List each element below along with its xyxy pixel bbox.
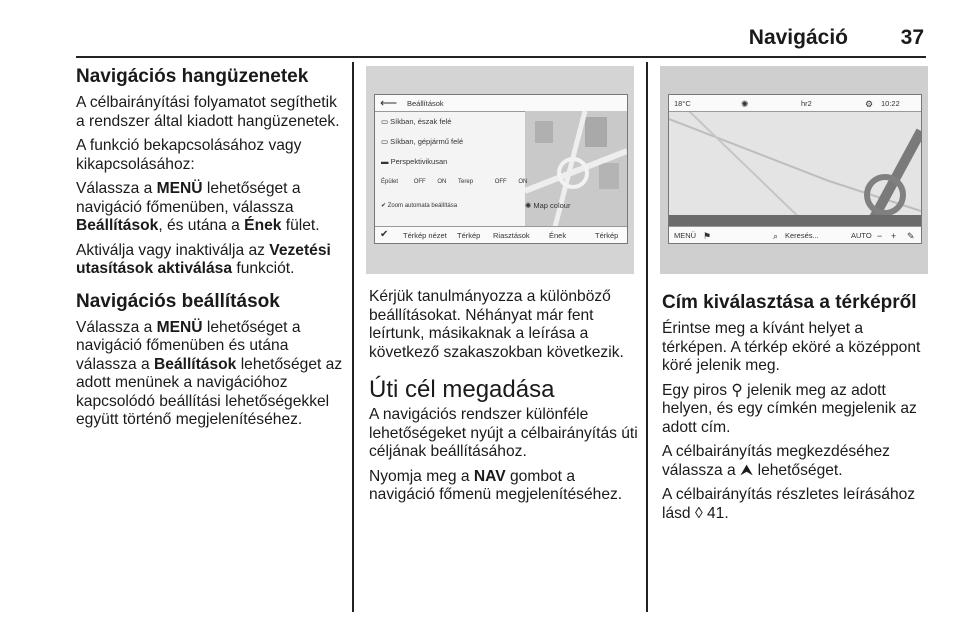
view-option-north[interactable]: ▭ Síkban, észak felé: [381, 117, 452, 126]
paragraph: Érintse meg a kívánt helyet a térképen. A térkép eköré a középpont köré jelenik meg.: [662, 320, 921, 374]
page-number: 37: [900, 26, 924, 49]
map-bottom-bar: [669, 226, 921, 243]
paragraph: Egy piros ⚲ jelenik meg az adott helyen, és egy címkén megjelenik az adott cím.: [662, 381, 917, 436]
flag-icon[interactable]: ⚑: [703, 231, 712, 241]
section-heading-destination: Úti cél megadása: [369, 376, 555, 403]
page-reference-icon: ◊: [694, 504, 703, 522]
settings-screenshot: [366, 66, 634, 274]
tab-map-2[interactable]: Térkép: [595, 231, 619, 240]
paragraph: Kérjük tanulmányozza a különböző beállításokat. Néhányat már fent leírtunk, másikaknak a leírása a következő szakaszokban következik.: [369, 288, 624, 361]
building-toggle-row[interactable]: Épület OFF ON Terep OFF ON: [381, 179, 528, 185]
paragraph: Nyomja meg a NAV gombot a navigáció főmenü megjelenítéséhez.: [369, 467, 623, 503]
check-icon[interactable]: ✔: [380, 229, 389, 240]
map-screenshot: [660, 66, 928, 274]
column-3: [662, 288, 932, 529]
settings-title-bar: [375, 95, 627, 112]
edit-icon[interactable]: ✎: [907, 231, 915, 241]
paragraph: A célbairányítási folyamatot segíthetik a rendszer által kiadott hangüzenetek.: [76, 94, 340, 130]
gear-icon[interactable]: ⚙: [865, 99, 874, 109]
tab-alerts[interactable]: Riasztások: [493, 231, 530, 240]
zoom-in-icon[interactable]: +: [891, 231, 897, 241]
settings-title: Beállítások: [407, 99, 444, 108]
navigate-icon: ⮝: [740, 461, 754, 479]
clock: 10:22: [881, 99, 900, 108]
section-heading-map-select: Cím kiválasztása a térképről: [662, 292, 917, 313]
settings-screen: [374, 94, 628, 244]
zoom-out-icon[interactable]: −: [877, 231, 883, 241]
menu-button[interactable]: MENÜ: [674, 231, 697, 240]
section-heading-voice: Navigációs hangüzenetek: [76, 66, 309, 87]
brightness-icon[interactable]: ✺: [741, 99, 749, 109]
page-title: Navigáció: [748, 26, 848, 49]
search-button[interactable]: Keresés...: [785, 231, 819, 240]
radio-station: hr2: [801, 99, 812, 108]
map-status-bar: [669, 95, 921, 112]
settings-tab-bar: [375, 226, 627, 243]
search-icon[interactable]: ⌕: [773, 231, 779, 241]
paragraph: Válassza a MENÜ lehetőséget a navigáció főmenüben, válassza Beállítások, és utána a Ének fület.: [76, 180, 320, 234]
temperature-readout: 18°C: [674, 99, 691, 108]
paragraph: A navigációs rendszer különféle lehetőségeket nyújt a célbairányítás úti céljának beállításához.: [369, 406, 638, 460]
tab-voice[interactable]: Ének: [549, 231, 567, 240]
zoom-auto-button[interactable]: AUTO: [851, 231, 872, 240]
column-divider-1: [352, 62, 354, 612]
column-2: [369, 288, 639, 511]
map-screen: [668, 94, 922, 244]
paragraph: Aktiválja vagy inaktiválja az Vezetési utasítások aktiválása funkciót.: [76, 241, 331, 277]
paragraph: A funkció bekapcsolásához vagy kikapcsolásához:: [76, 137, 302, 173]
view-option-perspective[interactable]: ▬ Perspektivikusan: [381, 157, 448, 166]
paragraph: Válassza a MENÜ lehetőséget a navigáció főmenüben és utána válassza a Beállítások lehetőséget az adott menünek a navigációhoz kapcsolódó beállítási lehetőségekkel együtt történő megjelenítéséhez.: [76, 318, 343, 428]
paragraph: A célbairányítás részletes leírásához lásd ◊ 41.: [662, 486, 916, 522]
header-rule: [76, 56, 926, 58]
map-image: [669, 111, 921, 227]
zoom-auto-checkbox[interactable]: ✔ Zoom automata beállítása: [381, 203, 458, 209]
section-heading-settings: Navigációs beállítások: [76, 290, 280, 312]
arrow-left-icon[interactable]: ⟵: [380, 96, 398, 110]
tab-map-view[interactable]: Térkép nézet: [403, 231, 447, 240]
paragraph: A célbairányítás megkezdéséhez válassza a ⮝ lehetőséget.: [662, 443, 890, 479]
column-1: [76, 66, 344, 436]
tab-map[interactable]: Térkép: [457, 231, 481, 240]
pin-icon: ⚲: [731, 381, 743, 399]
view-option-vehicle[interactable]: ▭ Síkban, gépjármű felé: [381, 137, 464, 146]
column-divider-2: [646, 62, 648, 612]
map-colour-option[interactable]: ✺ Map colour: [525, 201, 571, 210]
